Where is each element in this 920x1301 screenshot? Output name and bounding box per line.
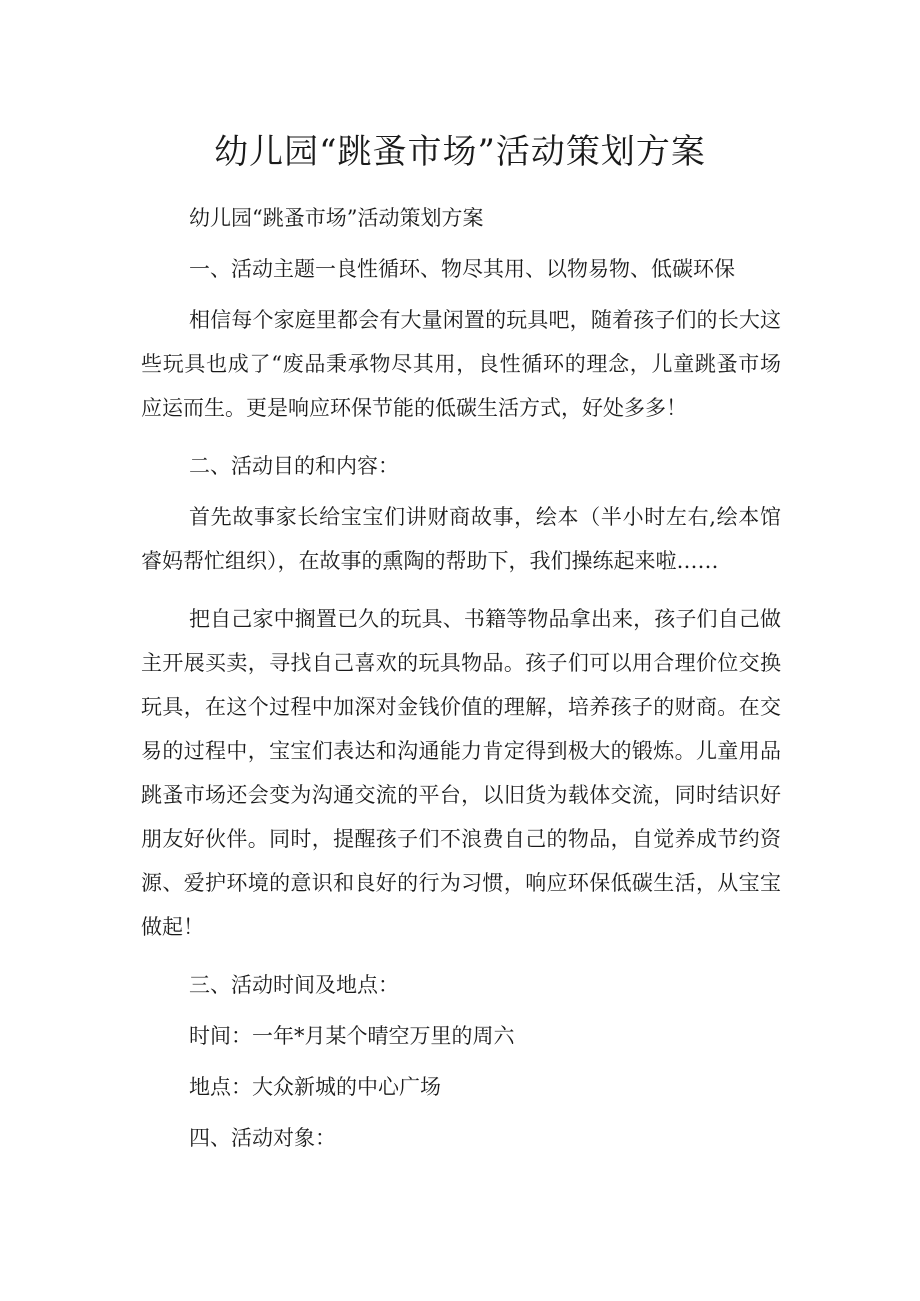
body-paragraph-place: 地点：大众新城的中心广场 [189,1075,441,1099]
body-paragraph-trading: 把自己家中搁置已久的玩具、书籍等物品拿出来，孩子们自己做主开展买卖，寻找自己喜欢的玩具物品。孩子们可以用合理价位交换玩具，在这个过程中加深对金钱价值的理解，培养孩子的财商。在交易的过程中，宝宝们表达和沟通能力肯定得到极大的锻炼。儿童用品跳蚤市场还会变为沟通交流的平台，以旧货为载体交流，同时结识好朋友好伙伴。同时，提醒孩子们不浪费自己的物品，自觉养成节约资源、爱护环境的意识和良好的行为习惯，响应环保低碳生活，从宝宝做起！ [141,607,781,939]
subtitle-paragraph: 幼儿园“跳蚤市场”活动策划方案 [189,206,484,230]
body-paragraph-time: 时间：一年*月某个晴空万里的周六 [189,1024,515,1048]
section-heading-theme: 一、活动主题一良性循环、物尽其用、以物易物、低碳环保 [189,257,735,281]
document-title: 幼儿园“跳蚤市场”活动策划方案 [214,132,706,172]
body-paragraph-intro: 相信每个家庭里都会有大量闲置的玩具吧，随着孩子们的长大这些玩具也成了“废品秉承物尽其用，良性循环的理念，儿童跳蚤市场应运而生。更是响应环保节能的低碳生活方式，好处多多！ [141,308,781,420]
body-paragraph-story: 首先故事家长给宝宝们讲财商故事，绘本（半小时左右,绘本馆睿妈帮忙组织），在故事的熏陶的帮助下，我们操练起来啦…… [141,505,781,573]
document-body [141,196,781,1160]
section-heading-time-place: 三、活动时间及地点： [189,973,399,997]
section-heading-purpose: 二、活动目的和内容： [189,454,399,478]
section-heading-audience: 四、活动对象： [189,1126,336,1150]
